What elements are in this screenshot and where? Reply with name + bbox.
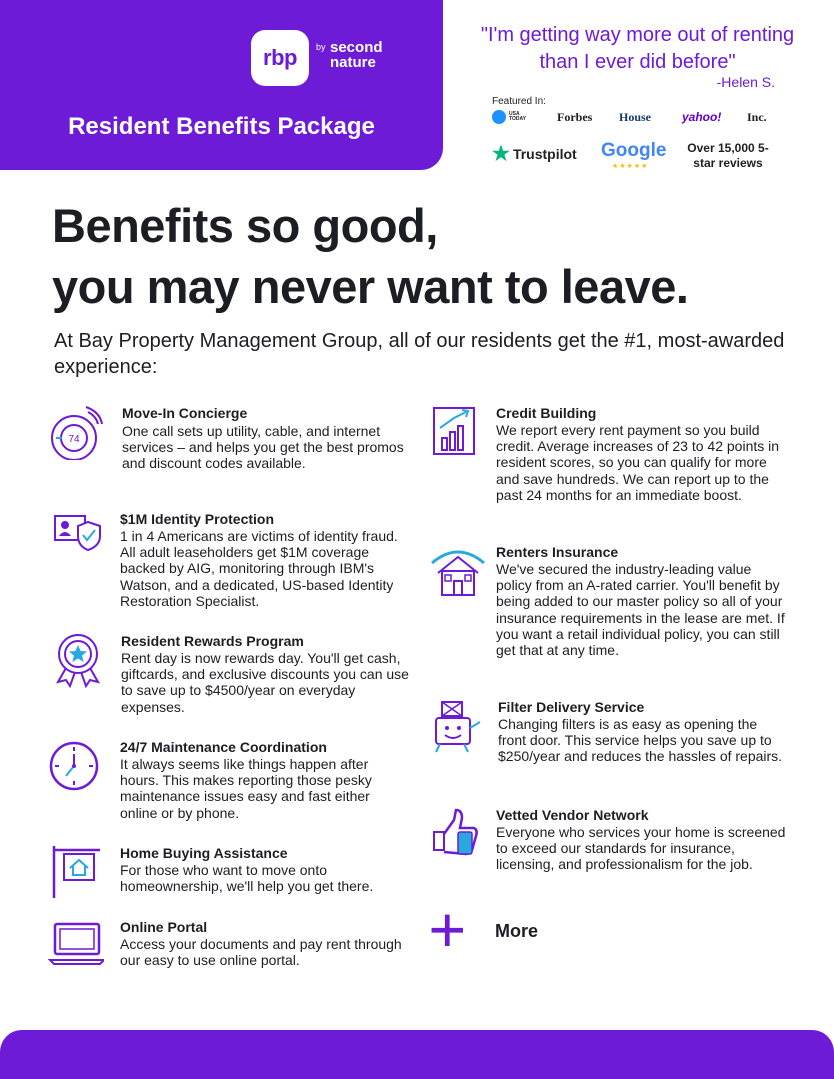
benefit-renters-insurance — [430, 543, 790, 683]
laptop-icon — [48, 918, 104, 974]
yahoo-logo: yahoo! — [682, 110, 722, 124]
trustpilot-logo — [492, 144, 577, 164]
inc-logo: Inc. — [747, 110, 767, 124]
google-logo: Google — [601, 140, 667, 161]
usa-today-logo — [492, 110, 527, 124]
benefit-title: 24/7 Maintenance Coordination — [120, 739, 327, 755]
google-stars: ★★★★★ — [612, 163, 649, 170]
benefit-identity-protection — [48, 510, 408, 610]
package-title: Resident Benefits Package — [68, 113, 375, 140]
benefit-title: Renters Insurance — [496, 544, 619, 560]
benefit-credit-building — [430, 404, 790, 524]
benefit-title: Vetted Vendor Network — [496, 807, 649, 823]
benefit-desc: Access your documents and pay rent through our easy to use online portal. — [120, 936, 402, 969]
usa-today-dot-icon — [492, 110, 506, 124]
identity-shield-icon — [48, 510, 104, 566]
review-count: Over 15,000 5-star reviews — [687, 141, 769, 170]
benefit-title: Move-In Concierge — [122, 405, 248, 421]
house-logo: House — [619, 110, 652, 124]
second-nature-logo: second nature — [330, 39, 383, 71]
header-banner — [0, 0, 443, 170]
benefit-desc: One call sets up utility, cable, and internet services – and helps you get the best promos and discount codes available. — [122, 423, 404, 472]
featured-label: Featured In: — [492, 96, 546, 107]
footer-bar — [0, 1030, 834, 1079]
intro-text: At Bay Property Management Group, all of our residents get the #1, most-awarded experience: — [54, 330, 785, 378]
benefit-desc: We report every rent payment so you build credit. Average increases of 23 to 42 points in resident scores, so you can qualify for more and save hundreds. We can report up to the past 24 months for an immediate boost. — [496, 422, 780, 503]
rewards-ribbon-icon — [48, 632, 104, 688]
benefit-desc: Rent day is now rewards day. You'll get cash, giftcards, and exclusive discounts you can use to save up to $4500/year on everyday expenses. — [121, 650, 409, 715]
clock-icon — [48, 738, 104, 794]
benefit-desc: It always seems like things happen after hours. This makes reporting those pesky maintenance issues easy and fast either online or by phone. — [120, 756, 372, 821]
benefit-desc: 1 in 4 Americans are victims of identity fraud. All adult leaseholders get $1M coverage backed by AIG, monitoring through IBM's Watson, and a dedicated, US-based Identity Restoration Specialist. — [120, 528, 398, 609]
benefit-resident-rewards — [48, 632, 408, 722]
benefit-title: Resident Rewards Program — [121, 633, 304, 649]
headline — [52, 195, 812, 317]
testimonial-author: -Helen S. — [716, 74, 775, 90]
concierge-dial-icon — [48, 404, 104, 460]
benefit-maintenance — [48, 738, 408, 828]
usa-today-text: USA TODAY — [509, 111, 526, 122]
benefit-title: Home Buying Assistance — [120, 845, 288, 861]
benefit-title: $1M Identity Protection — [120, 511, 275, 527]
testimonial-quote: "I'm getting way more out of renting than I ever did before" — [480, 24, 795, 73]
benefit-vetted-vendor — [430, 806, 790, 896]
logo-byline: by — [316, 42, 326, 52]
benefit-home-buying — [48, 844, 408, 904]
benefit-filter-delivery — [430, 698, 790, 788]
forbes-logo: Forbes — [557, 110, 593, 124]
rbp-logo: rbp — [251, 30, 309, 86]
headline-line-2: you may never want to leave. — [52, 260, 689, 313]
insured-house-icon — [430, 543, 486, 599]
benefit-online-portal — [48, 918, 408, 978]
headline-line-1: Benefits so good, — [52, 199, 438, 252]
concierge-dial-number: 74 — [68, 434, 80, 445]
benefit-more[interactable] — [430, 913, 630, 957]
benefit-title: Credit Building — [496, 405, 597, 421]
benefit-desc: For those who want to move onto homeownership, we'll help you get there. — [120, 862, 374, 895]
delivery-box-icon — [430, 698, 486, 754]
benefit-move-in-concierge — [48, 404, 408, 494]
benefit-desc: Everyone who services your home is screened to exceed our standards for insurance, licensing, and professionalism for the job. — [496, 824, 786, 873]
home-sign-icon — [48, 844, 104, 900]
trustpilot-star-icon: ★ — [492, 143, 510, 165]
more-label: More — [495, 921, 539, 941]
benefit-title: Online Portal — [120, 919, 208, 935]
thumbs-up-icon — [430, 806, 486, 862]
benefit-title: Filter Delivery Service — [498, 699, 645, 715]
trustpilot-label: Trustpilot — [512, 146, 577, 162]
benefit-desc: We've secured the industry-leading value policy from an A-rated carrier. You'll benefit by being added to our master policy so all of your insurance requirements in the lease are met. If you want a retail individual policy, you can still get that at any time. — [496, 561, 785, 659]
benefit-desc: Changing filters is as easy as opening the front door. This service helps you save up to $250/year and reduces the hassles of repairs. — [498, 716, 783, 765]
credit-chart-icon — [430, 404, 486, 460]
plus-icon — [430, 913, 474, 957]
